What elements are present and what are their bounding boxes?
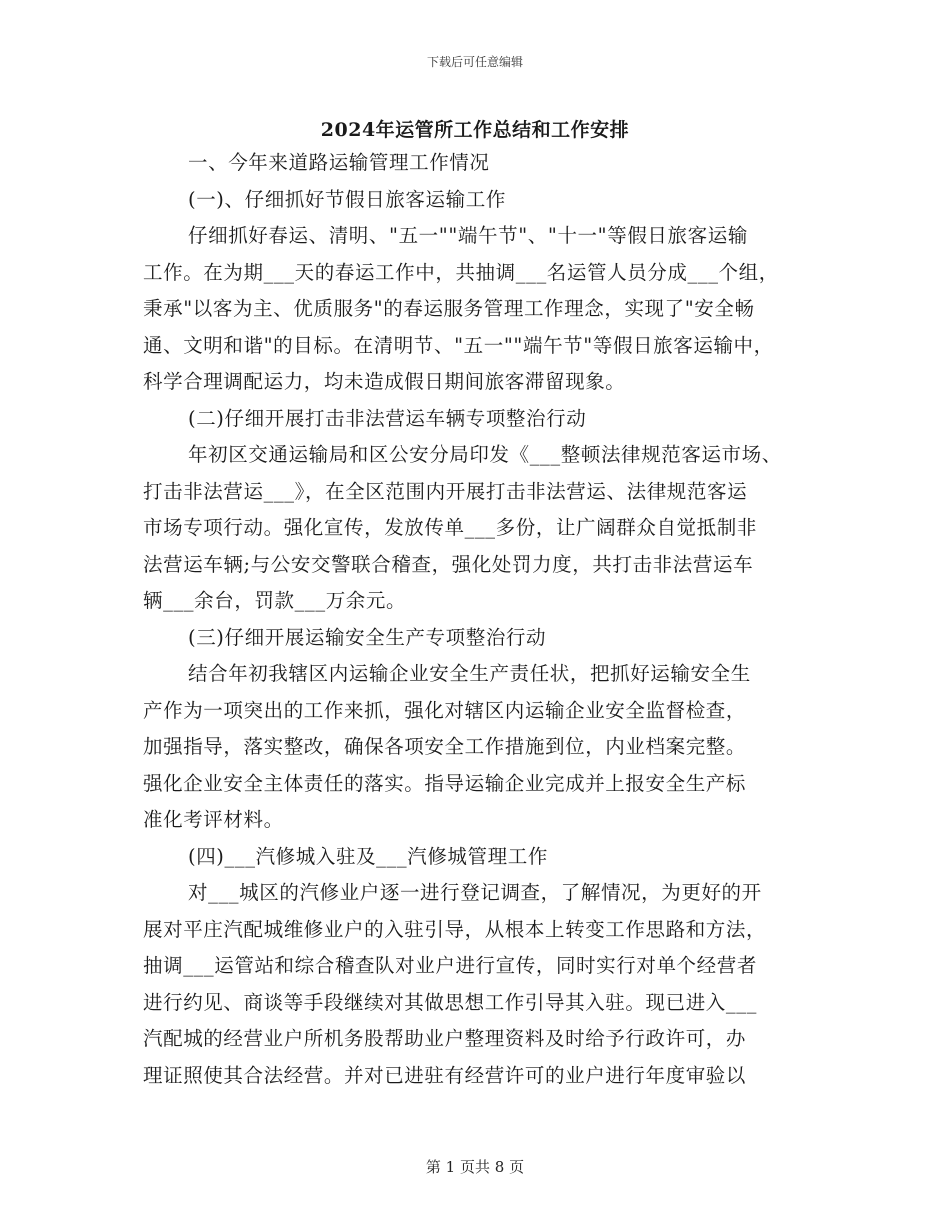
body-line: (一)、仔细抓好节假日旅客运输工作 — [188, 187, 506, 211]
body-line: 加强指导，落实整改，确保各项安全工作措施到位，内业档案完整。 — [143, 735, 747, 758]
body-line: 秉承"以客为主、优质服务"的春运服务管理工作理念，实现了"安全畅 — [143, 297, 755, 320]
body-line: 进行约见、商谈等手段继续对其做思想工作引导其入驻。现已进入___ — [143, 990, 757, 1014]
body-line: 市场专项行动。强化宣传，发放传单___多份，让广阔群众自觉抵制非 — [143, 516, 757, 539]
body-line: 辆___余台，罚款___万余元。 — [143, 589, 407, 612]
body-line: (三)仔细开展运输安全生产专项整治行动 — [188, 625, 547, 649]
body-line: 理证照使其合法经营。并对已进驻有经营许可的业户进行年度审验以 — [143, 1063, 747, 1087]
body-line: 对___城区的汽修业户逐一进行登记调查，了解情况，为更好的开 — [188, 881, 762, 904]
body-line: 法营运车辆;与公安交警联合稽查，强化处罚力度，共打击非法营运车 — [143, 552, 754, 576]
body-line: 准化考评材料。 — [143, 808, 284, 831]
body-line: (四)___汽修城入驻及___汽修城管理工作 — [188, 844, 548, 868]
body-line: (二)仔细开展打击非法营运车辆专项整治行动 — [188, 406, 587, 430]
body-line: 仔细抓好春运、清明、"五一""端午节"、"十一"等假日旅客运输 — [188, 224, 748, 247]
body-line: 一、今年来道路运输管理工作情况 — [188, 151, 490, 174]
document-title: 2024年运管所工作总结和工作安排 — [320, 119, 630, 141]
body-line: 科学合理调配运力，均未造成假日期间旅客滞留现象。 — [143, 370, 626, 393]
body-line: 工作。在为期___天的春运工作中，共抽调___名运管人员分成___个组， — [143, 260, 779, 284]
page-header: 下载后可任意编辑 — [426, 55, 523, 69]
body-line: 结合年初我辖区内运输企业安全生产责任状，把抓好运输安全生 — [188, 662, 751, 685]
body-line: 通、文明和谐"的目标。在清明节、"五一""端午节"等假日旅客运输中， — [143, 333, 774, 357]
body-line: 年初区交通运输局和区公安分局印发《___整顿法律规范客运市场、 — [188, 443, 782, 466]
body-line: 产作为一项突出的工作来抓，强化对辖区内运输企业安全监督检查， — [143, 698, 747, 722]
body-line: 强化企业安全主体责任的落实。指导运输企业完成并上报安全生产标 — [143, 771, 747, 795]
body-line: 抽调___运管站和综合稽查队对业户进行宣传，同时实行对单个经营者 — [143, 954, 757, 977]
body-line: 汽配城的经营业户所机务股帮助业户整理资料及时给予行政许可，办 — [143, 1027, 747, 1050]
body-line: 打击非法营运___》，在全区范围内开展打击非法营运、法律规范客运 — [143, 479, 748, 503]
document-body — [143, 145, 815, 1094]
page-footer: 第 1 页共 8 页 — [425, 1158, 525, 1176]
body-line: 展对平庄汽配城维修业户的入驻引导，从根本上转变工作思路和方法， — [143, 917, 767, 941]
